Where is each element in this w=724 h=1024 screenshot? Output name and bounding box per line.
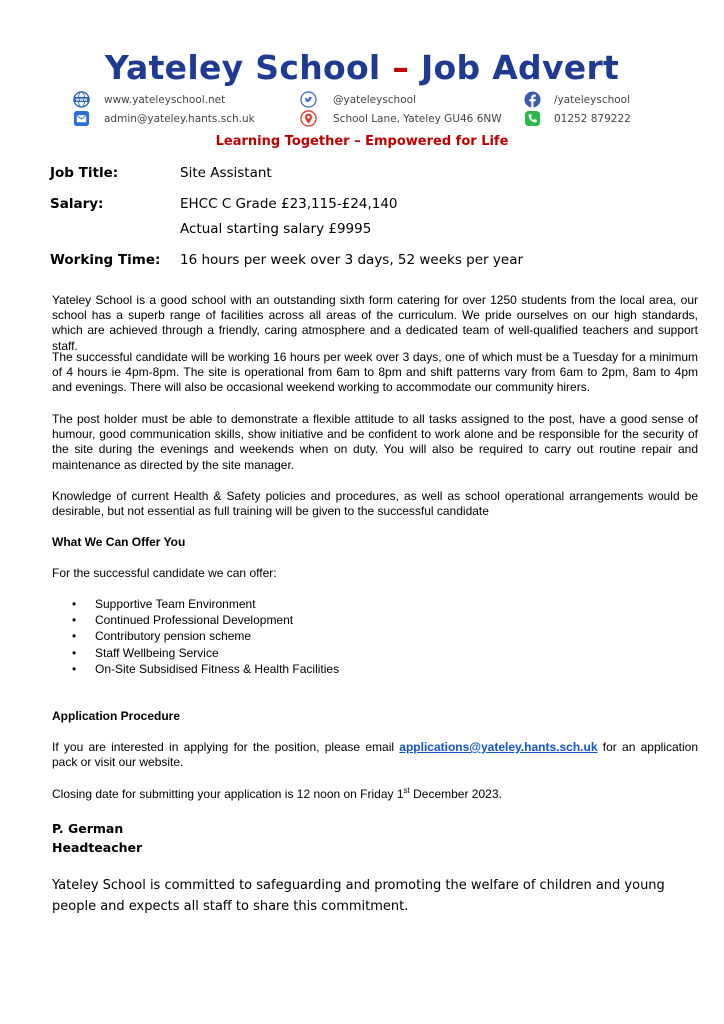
working-time-label: Working Time: [50,252,161,268]
closing-date [52,787,698,802]
application-heading: Application Procedure [52,709,181,723]
page-title [0,48,724,88]
location-pin-icon [300,110,317,127]
closing-date-suffix: st [403,786,410,795]
school-tagline: Learning Together – Empowered for Life [215,134,509,149]
hours-paragraph: The successful candidate will be working 16 hours per week over 3 days, one of which must be a Tuesday for a minimum of 4 hours ie 4pm-8pm. The site is operational from 6am to 8pm and shift patterns vary from 6am to 2pm, 8am to 4pm and evenings. There will also be occasional weekend working to accommodate our community hirers. [52,350,698,395]
twitter-icon[interactable] [300,91,317,108]
offer-heading: What We Can Offer You [52,535,186,549]
twitter-handle[interactable]: @yateleyschool [333,94,416,106]
facebook-handle[interactable]: /yateleyschool [554,94,631,106]
closing-text-after: December 2023. [409,787,502,801]
duties-paragraph: The post holder must be able to demonstrate a flexible attitude to all tasks assigned to the post, have a good sense of humour, good communication skills, show initiative and be confident to work alone and be responsible for the security of the site during the evenings and weekends when on duty. You will also be required to carry out routine repair and maintenance as directed by the site manager. [52,412,698,472]
signatory-role: Headteacher [52,840,143,855]
offer-item: • Supportive Team Environment [52,596,339,612]
intro-paragraph: Yateley School is a good school with an outstanding sixth form catering for over 1250 students from the local area, our school has a superb range of facilities across all areas of the curriculum. We pride ourselves on our high standards, which are achieved through a friendly, caring atmosphere and a dedicated team of well-qualified teachers and support staff. [52,293,698,353]
closing-text-before: Closing date for submitting your application is 12 noon on Friday 1 [52,787,404,801]
email-icon [73,110,90,127]
job-title-value: Site Assistant [180,165,272,181]
offer-item: • Contributory pension scheme [52,628,339,644]
application-text-before: If you are interested in applying for the position, please email [52,740,395,754]
offer-list [52,596,339,677]
working-time-value: 16 hours per week over 3 days, 52 weeks per year [180,252,524,268]
salary-value: EHCC C Grade £23,115-£24,140 [180,196,398,212]
title-job-advert: Job Advert [420,48,620,87]
applications-email-link[interactable]: applications@yateley.hants.sch.uk [399,740,598,754]
safeguarding-statement: Yateley School is committed to safeguarding and promoting the welfare of children and young people and expects all staff to share this commitment. [52,878,665,914]
job-title-label: Job Title: [50,165,119,181]
knowledge-paragraph: Knowledge of current Health & Safety policies and procedures, as well as school operational arrangements would be desirable, but not essential as full training will be given to the successful candidate [52,489,698,519]
website-link[interactable]: www.yateleyschool.net [104,94,226,106]
phone-number[interactable]: 01252 879222 [554,113,631,125]
globe-icon [73,91,90,108]
salary-actual: Actual starting salary £9995 [180,221,372,237]
offer-item: • Staff Wellbeing Service [52,645,339,661]
phone-icon [524,110,541,127]
www-icon-text: www [75,98,88,104]
offer-item: • On-Site Subsidised Fitness & Health Facilities [52,661,339,677]
offer-intro: For the successful candidate we can offer: [52,566,277,580]
facebook-icon[interactable] [524,91,541,108]
application-paragraph [52,740,698,770]
signatory-name: P. German [52,821,124,836]
admin-email[interactable]: admin@yateley.hants.sch.uk [104,113,255,125]
application-text-after: for an application pack or visit our website. [52,740,699,770]
offer-item: • Continued Professional Development [52,612,339,628]
salary-label: Salary: [50,196,104,212]
title-dash: – [392,48,410,87]
title-school-name: Yateley School [104,48,381,87]
school-address: School Lane, Yateley GU46 6NW [333,113,502,125]
